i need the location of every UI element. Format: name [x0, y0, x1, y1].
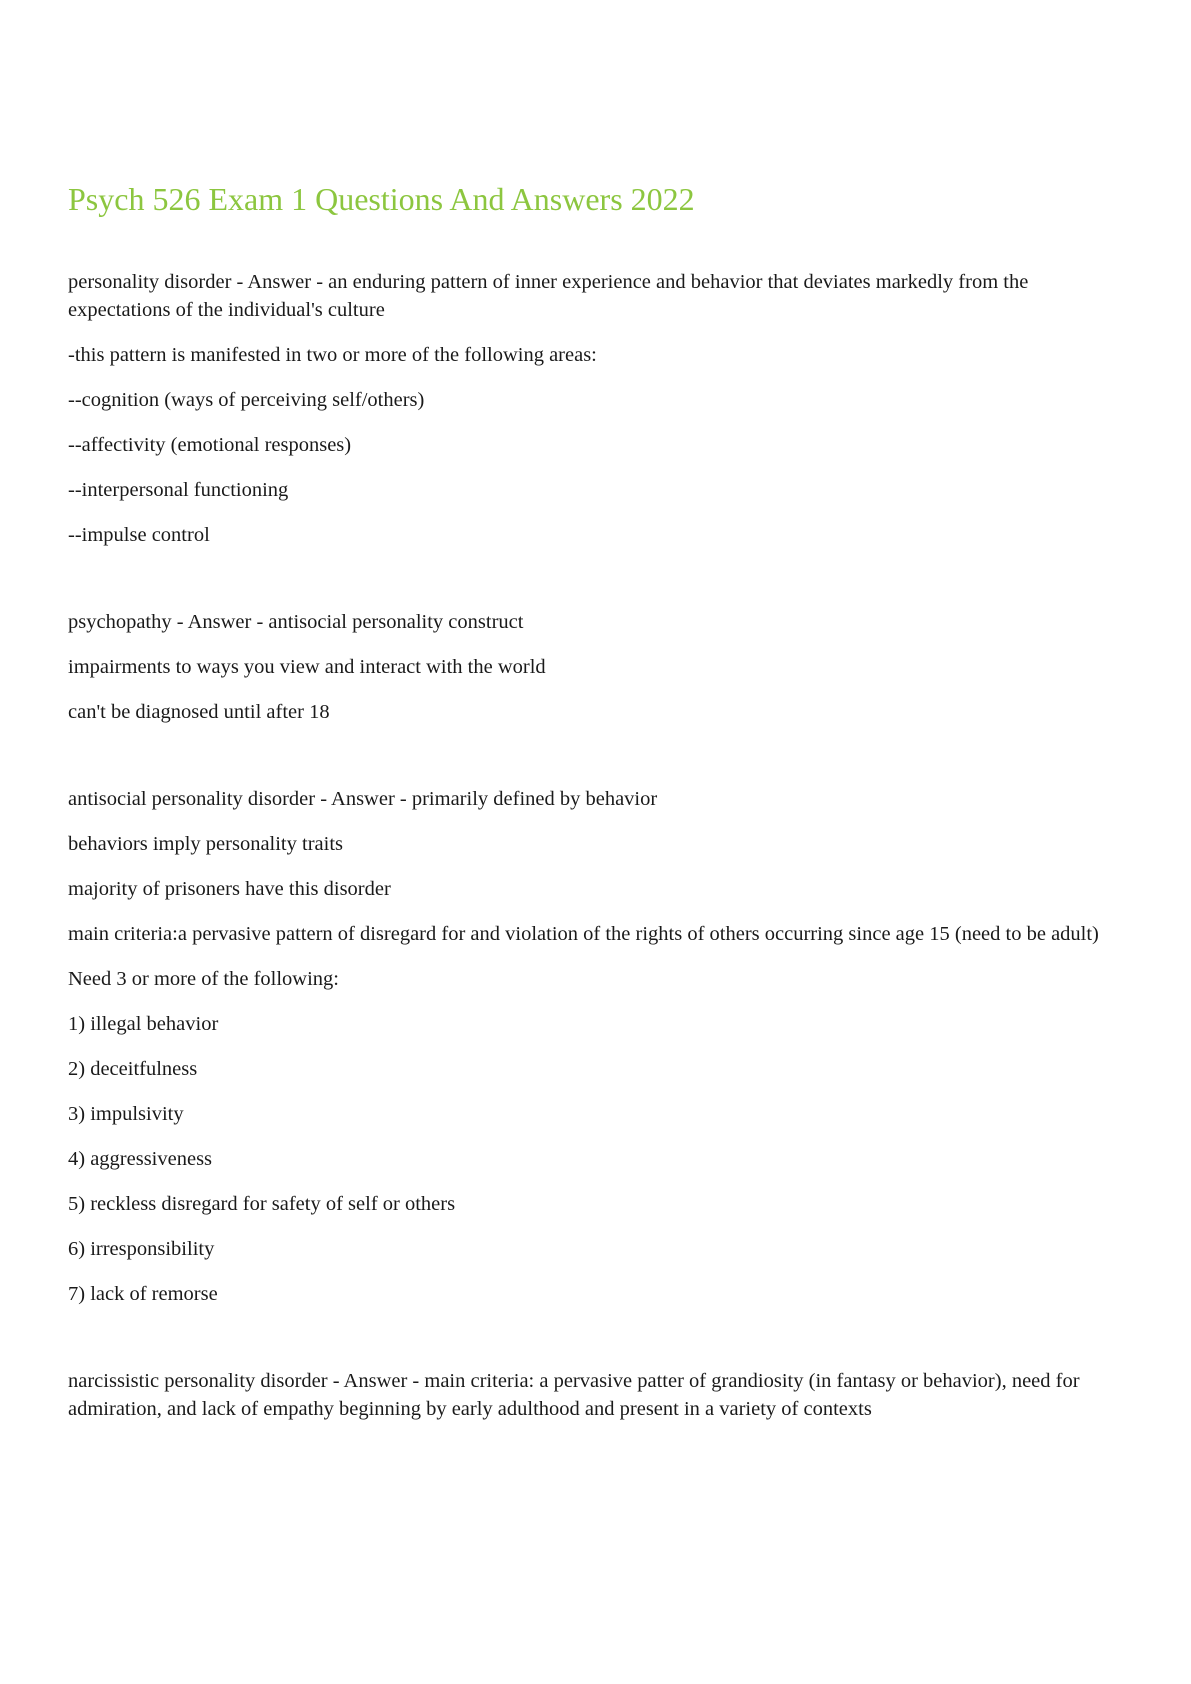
document-page [68, 176, 1128, 1423]
paragraph: personality disorder - Answer - an enduring pattern of inner experience and behavior that deviates markedly from the expectations of the individual's culture [68, 271, 1029, 321]
list-item: 4) aggressiveness [68, 1148, 213, 1170]
paragraph: impairments to ways you view and interact with the world [68, 656, 546, 678]
paragraph: --cognition (ways of perceiving self/others) [68, 389, 425, 411]
paragraph: --impulse control [68, 524, 210, 546]
list-item: 5) reckless disregard for safety of self or others [68, 1193, 456, 1215]
paragraph: --interpersonal functioning [68, 479, 289, 501]
list-item: 2) deceitfulness [68, 1058, 198, 1080]
paragraph: can't be diagnosed until after 18 [68, 701, 330, 723]
paragraph: antisocial personality disorder - Answer - primarily defined by behavior [68, 788, 658, 810]
section-personality-disorder [68, 268, 1128, 549]
list-item: 7) lack of remorse [68, 1283, 218, 1305]
section-psychopathy [68, 608, 1128, 726]
list-item: 6) irresponsibility [68, 1238, 215, 1260]
document-title: Psych 526 Exam 1 Questions And Answers 2022 [68, 181, 695, 217]
paragraph: majority of prisoners have this disorder [68, 878, 391, 900]
paragraph: main criteria:a pervasive pattern of disregard for and violation of the rights of others occurring since age 15 (need to be adult) [68, 923, 1099, 945]
section-antisocial [68, 785, 1128, 1308]
paragraph: --affectivity (emotional responses) [68, 434, 352, 456]
list-item: 1) illegal behavior [68, 1013, 219, 1035]
paragraph: behaviors imply personality traits [68, 833, 343, 855]
paragraph: psychopathy - Answer - antisocial personality construct [68, 611, 524, 633]
paragraph: -this pattern is manifested in two or more of the following areas: [68, 344, 597, 366]
section-narcissistic [68, 1367, 1128, 1423]
paragraph: Need 3 or more of the following: [68, 968, 339, 990]
paragraph: narcissistic personality disorder - Answer - main criteria: a pervasive patter of grandiosity (in fantasy or behavior), need for admiration, and lack of empathy beginning by early adulthood and present in a variety of contexts [68, 1370, 1080, 1420]
list-item: 3) impulsivity [68, 1103, 184, 1125]
